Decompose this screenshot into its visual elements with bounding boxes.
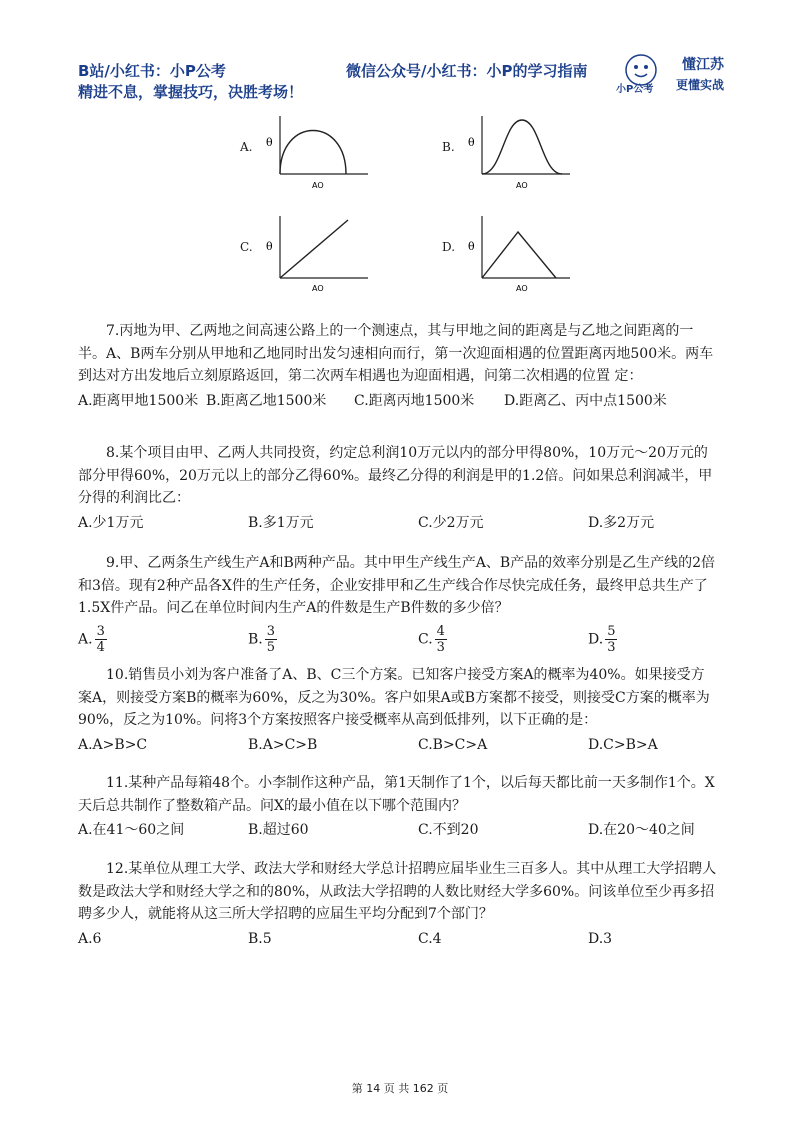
question-10 xyxy=(78,664,718,756)
question-9 xyxy=(78,552,718,655)
fraction xyxy=(95,624,107,655)
logo-title: 懂江苏 xyxy=(682,57,724,73)
option-d xyxy=(588,624,617,655)
graph-label: C. xyxy=(240,240,253,254)
option-a: A.在41～60之间 xyxy=(78,822,185,838)
question-stem: 7.丙地为甲、乙两地之间高速公路上的一个测速点，其与甲地之间的距离是与乙地之间距离的一半。A、B两车分别从甲地和乙地同时出发匀速相向而行，第一次迎面相遇的位置距离丙地500米。两车到达对方出发地后立刻原路返回，第二次两车相遇也为迎面相遇，问第二次相遇的位置 定： xyxy=(78,323,714,384)
logo-subtitle: 更懂实战 xyxy=(676,78,725,92)
denominator: 3 xyxy=(607,639,616,655)
x-axis-label: AO xyxy=(516,181,528,190)
logo-mark xyxy=(612,50,670,98)
page-number: 第 14 页 共 162 页 xyxy=(351,1082,449,1095)
graph-label: A. xyxy=(240,140,253,154)
header-source-left: B站/小红书：小P公考 xyxy=(78,62,226,80)
option-d: D.在20～40之间 xyxy=(588,822,695,838)
question-stem: 8.某个项目由甲、乙两人共同投资，约定总利润10万元以内的部分甲得80%，10万元～20万元的部分甲得60%，20万元以上的部分乙得60%。最终乙分得的利润是甲的1.2倍。问如果总利润减半，甲分得的利润比乙： xyxy=(78,445,713,506)
question-stem: 9.甲、乙两条生产线生产A和B两种产品。其中甲生产线生产A、B产品的效率分别是乙生产线的2倍和3倍。现有2种产品各X件的生产任务，企业安排甲和乙生产线合作尽快完成任务，最终甲总共生产了1.5X件产品。问乙在单位时间内生产A的件数是生产B件数的多少倍？ xyxy=(78,555,716,616)
option-b xyxy=(248,624,418,655)
y-axis-label: θ xyxy=(468,136,475,149)
fraction xyxy=(265,624,277,655)
option-label: D. xyxy=(588,631,604,647)
option-c: C.4 xyxy=(418,930,442,947)
graph-option-c xyxy=(240,212,390,292)
graph-option-a xyxy=(240,112,390,192)
x-axis-label: AO xyxy=(516,284,528,292)
option-c: C.不到20 xyxy=(418,822,479,838)
option-b: B.A>C>B xyxy=(248,736,318,753)
fraction xyxy=(435,624,447,655)
question-options xyxy=(78,390,718,413)
option-b: B.距离乙地1500米 xyxy=(206,392,327,409)
question-12 xyxy=(78,858,718,950)
numerator: 3 xyxy=(96,623,105,639)
option-c: C.距离丙地1500米 xyxy=(354,392,475,409)
question-options xyxy=(78,512,718,535)
option-d: D.多2万元 xyxy=(588,514,655,531)
option-c xyxy=(418,624,588,655)
header-source-center: 微信公众号/小红书：小P的学习指南 xyxy=(346,62,588,80)
option-a: A.A>B>C xyxy=(78,736,148,753)
x-axis-label: AO xyxy=(312,284,324,292)
question-options xyxy=(78,819,718,842)
denominator: 5 xyxy=(266,639,276,655)
option-a: A.距离甲地1500米 xyxy=(78,392,199,409)
logo-mark-text: 小P公考 xyxy=(616,84,654,95)
denominator: 4 xyxy=(96,639,105,655)
y-axis-label: θ xyxy=(266,136,273,149)
option-label: B. xyxy=(248,631,263,647)
graph-b-svg xyxy=(460,112,590,192)
option-c: C.B>C>A xyxy=(418,736,488,753)
y-axis-label: θ xyxy=(266,240,273,253)
option-b: B.多1万元 xyxy=(248,514,314,531)
option-c: C.少2万元 xyxy=(418,514,484,531)
option-a: A.少1万元 xyxy=(78,514,144,531)
question-stem: 11.某种产品每箱48个。小李制作这种产品，第1天制作了1个，以后每天都比前一天多制作1个。X天后总共制作了整数箱产品。问X的最小值在以下哪个范围内？ xyxy=(78,775,715,814)
option-a xyxy=(78,624,248,655)
fraction xyxy=(605,624,617,655)
header-slogan: 精进不息，掌握技巧，决胜考场！ xyxy=(78,83,304,101)
question-options xyxy=(78,624,718,655)
x-axis-label: AO xyxy=(312,181,324,190)
graph-c-svg xyxy=(258,212,388,292)
option-b: B.5 xyxy=(248,930,272,947)
question-stem: 12.某单位从理工大学、政法大学和财经大学总计招聘应届毕业生三百多人。其中从理工大学招聘人数是政法大学和财经大学之和的80%，从政法大学招聘的人数比财经大学多60%。问该单位至少再多招聘多少人，就能将从这三所大学招聘的应届生平均分配到7个部门？ xyxy=(78,861,717,922)
question-11 xyxy=(78,772,718,842)
option-a: A.6 xyxy=(78,930,102,947)
question-options xyxy=(78,734,718,757)
graph-label: B. xyxy=(442,140,455,154)
question-8 xyxy=(78,442,718,534)
graph-option-b xyxy=(442,112,592,192)
question-7 xyxy=(78,320,718,412)
option-d: D.距离乙、丙中点1500米 xyxy=(504,392,667,409)
graph-d-svg xyxy=(460,212,590,292)
option-d: D.3 xyxy=(588,930,613,947)
y-axis-label: θ xyxy=(468,240,475,253)
option-d: D.C>B>A xyxy=(588,736,658,753)
graph-a-svg xyxy=(258,112,388,192)
option-b: B.超过60 xyxy=(248,822,309,838)
option-label: A. xyxy=(78,631,93,647)
question-stem: 10.销售员小刘为客户准备了A、B、C三个方案。已知客户接受方案A的概率为40%。如果接受方案A，则接受方案B的概率为60%，反之为30%。客户如果A或B方案都不接受，则接受C方案的概率为90%，反之为10%。问将3个方案按照客户接受概率从高到低排列，以下正确的是： xyxy=(78,667,710,728)
numerator: 4 xyxy=(436,623,445,639)
graph-option-d xyxy=(442,212,592,292)
graph-label: D. xyxy=(442,240,456,254)
brand-logo xyxy=(612,50,762,100)
numerator: 5 xyxy=(607,623,616,639)
numerator: 3 xyxy=(266,623,276,639)
option-label: C. xyxy=(418,631,433,647)
denominator: 3 xyxy=(436,639,445,655)
question-options xyxy=(78,928,718,951)
